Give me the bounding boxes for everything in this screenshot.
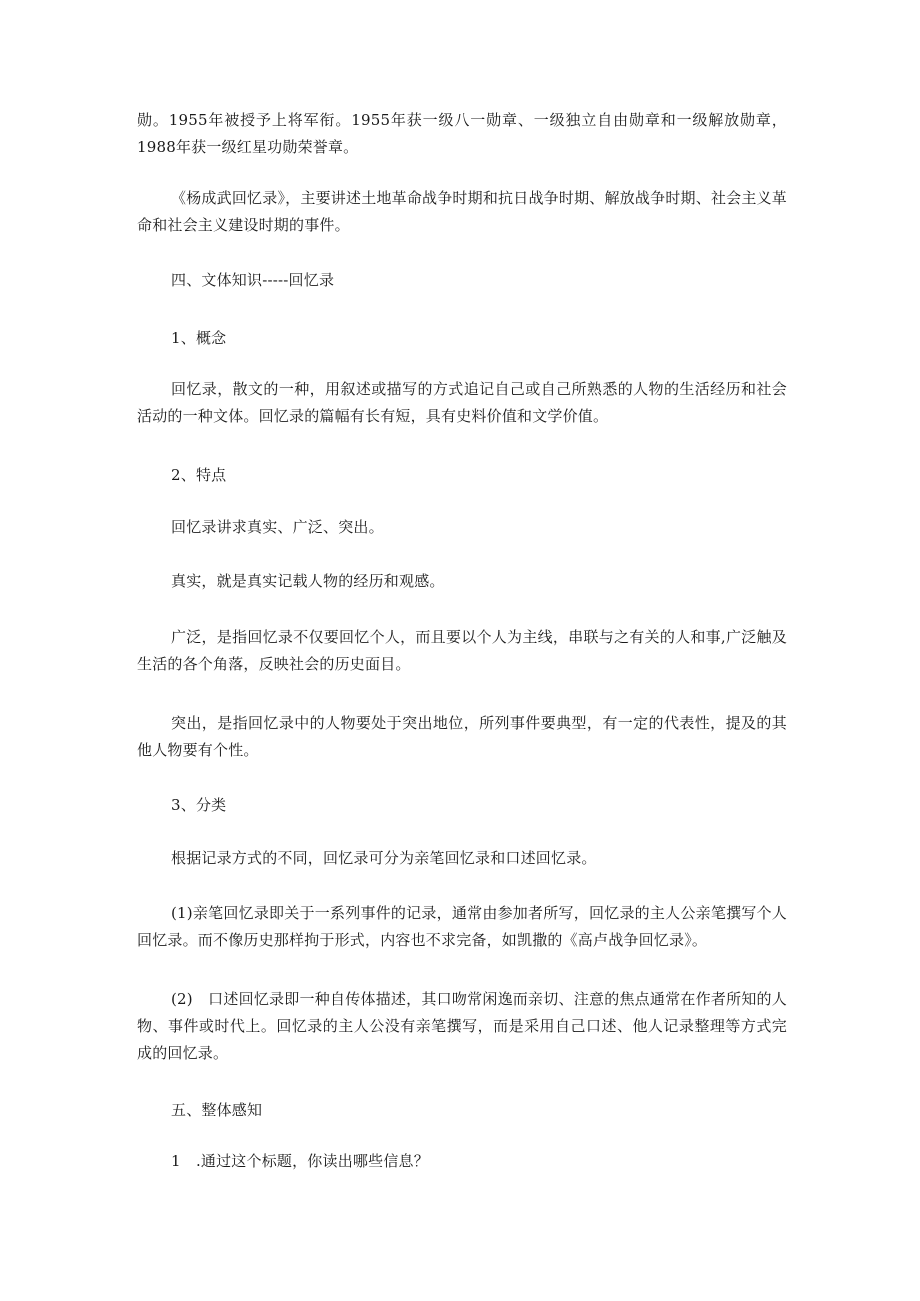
subheading-concept: 1、概念 [171,329,227,347]
paragraph-broad: 广泛，是指回忆录不仅要回忆个人，而且要以个人为主线，串联与之有关的人和事,广泛触及生活的各个角落，反映社会的历史面目。 [137,628,787,673]
section-heading-genre-knowledge: 四、文体知识-----回忆录 [171,271,335,289]
paragraph-award-history: 勋。1955年被授予上将军衔。1955年获一级八一勋章、一级独立自由勋章和一级解放勋章，1988年获一级红星功勋荣誉章。 [137,111,787,156]
paragraph-oral-memoir: (2) 口述回忆录即一种自传体描述，其口吻常闲逸而亲切、注意的焦点通常在作者所知的人物、事件或时代上。回忆录的主人公没有亲笔撰写，而是采用自己口述、他人记录整理等方式完成的回忆录。 [137,990,787,1062]
paragraph-concept: 回忆录，散文的一种，用叙述或描写的方式追记自己或自己所熟悉的人物的生活经历和社会活动的一种文体。回忆录的篇幅有长有短，具有史料价值和文学价值。 [137,380,787,425]
subheading-classification: 3、分类 [171,796,227,814]
paragraph-prominent: 突出，是指回忆录中的人物要处于突出地位，所列事件要典型，有一定的代表性，提及的其他人物要有个性。 [137,714,787,759]
paragraph-classification-summary: 根据记录方式的不同，回忆录可分为亲笔回忆录和口述回忆录。 [171,849,597,867]
paragraph-truthful: 真实，就是真实记载人物的经历和观感。 [171,572,445,590]
paragraph-handwritten-memoir: (1)亲笔回忆录即关于一系列事件的记录，通常由参加者所写，回忆录的主人公亲笔撰写个人回忆录。而不像历史那样拘于形式，内容也不求完备，如凯撒的《高卢战争回忆录》。 [137,904,787,949]
paragraph-features-summary: 回忆录讲求真实、广泛、突出。 [171,518,384,536]
section-heading-overall-perception: 五、整体感知 [171,1101,263,1119]
paragraph-memoir-intro: 《杨成武回忆录》，主要讲述土地革命战争时期和抗日战争时期、解放战争时期、社会主义革命和社会主义建设时期的事件。 [137,189,787,234]
subheading-features: 2、特点 [171,466,227,484]
question-title-information: 1 .通过这个标题，你读出哪些信息？ [171,1152,429,1170]
